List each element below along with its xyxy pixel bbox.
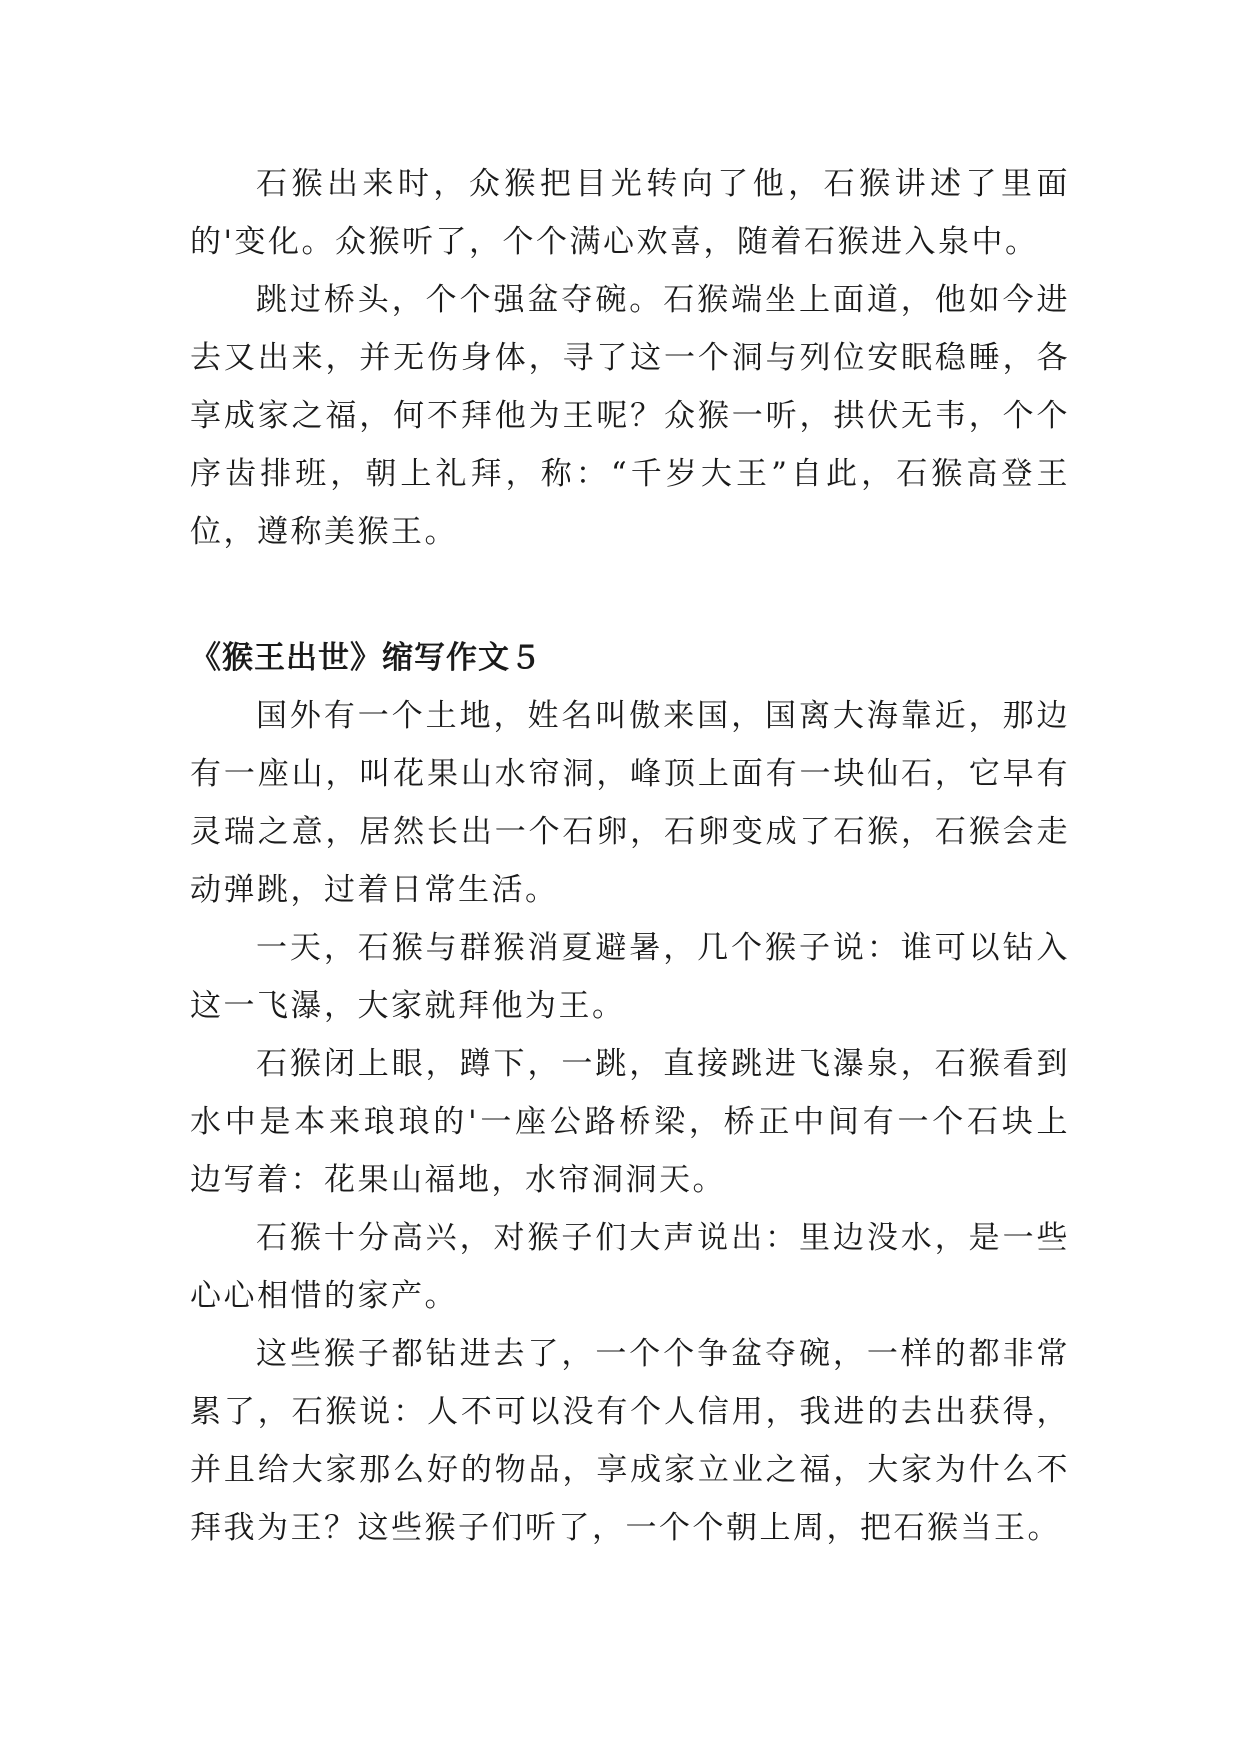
paragraph-waterfall-challenge: 一天，石猴与群猴消夏避暑，几个猴子说：谁可以钻入这一飞瀑，大家就拜他为王。: [190, 930, 1070, 1024]
paragraph-made-king: 这些猴子都钻进去了，一个个争盆夺碗，一样的都非常累了，石猴说：人不可以没有个人信用，我进的去出获得，并且给大家那么好的物品，享成家立业之福，大家为什么不拜我为王？这些猴子们听了，一个个朝上周，把石猴当王。: [190, 1336, 1070, 1546]
paragraph-return-of-stone-monkey: 石猴出来时，众猴把目光转向了他，石猴讲述了里面的'变化。众猴听了，个个满心欢喜，随着石猴进入泉中。: [190, 166, 1070, 260]
paragraph-aolai-country: 国外有一个土地，姓名叫傲来国，国离大海靠近，那边有一座山，叫花果山水帘洞，峰顶上面有一块仙石，它早有灵瑞之意，居然长出一个石卵，石卵变成了石猴，石猴会走动弹跳，过着日常生活。: [190, 698, 1070, 908]
paragraph-no-water-inside: 石猴十分高兴，对猴子们大声说出：里边没水，是一些心心相惜的家产。: [190, 1220, 1070, 1314]
paragraph-crowned-king: 跳过桥头，个个强盆夺碗。石猴端坐上面道，他如今进去又出来，并无伤身体，寻了这一个洞与列位安眠稳睡，各享成家之福，何不拜他为王呢？众猴一听，拱伏无韦，个个序齿排班，朝上礼拜，称：“千岁大王”自此，石猴高登王位，遵称美猴王。: [190, 282, 1070, 550]
essay-heading: 《猴王出世》缩写作文５: [190, 640, 542, 676]
paragraph-jump-into-waterfall: 石猴闭上眼，蹲下，一跳，直接跳进飞瀑泉，石猴看到水中是本来琅琅的'一座公路桥梁，桥正中间有一个石块上边写着：花果山福地，水帘洞洞天。: [190, 1046, 1070, 1198]
document-page: [190, 155, 1070, 1557]
